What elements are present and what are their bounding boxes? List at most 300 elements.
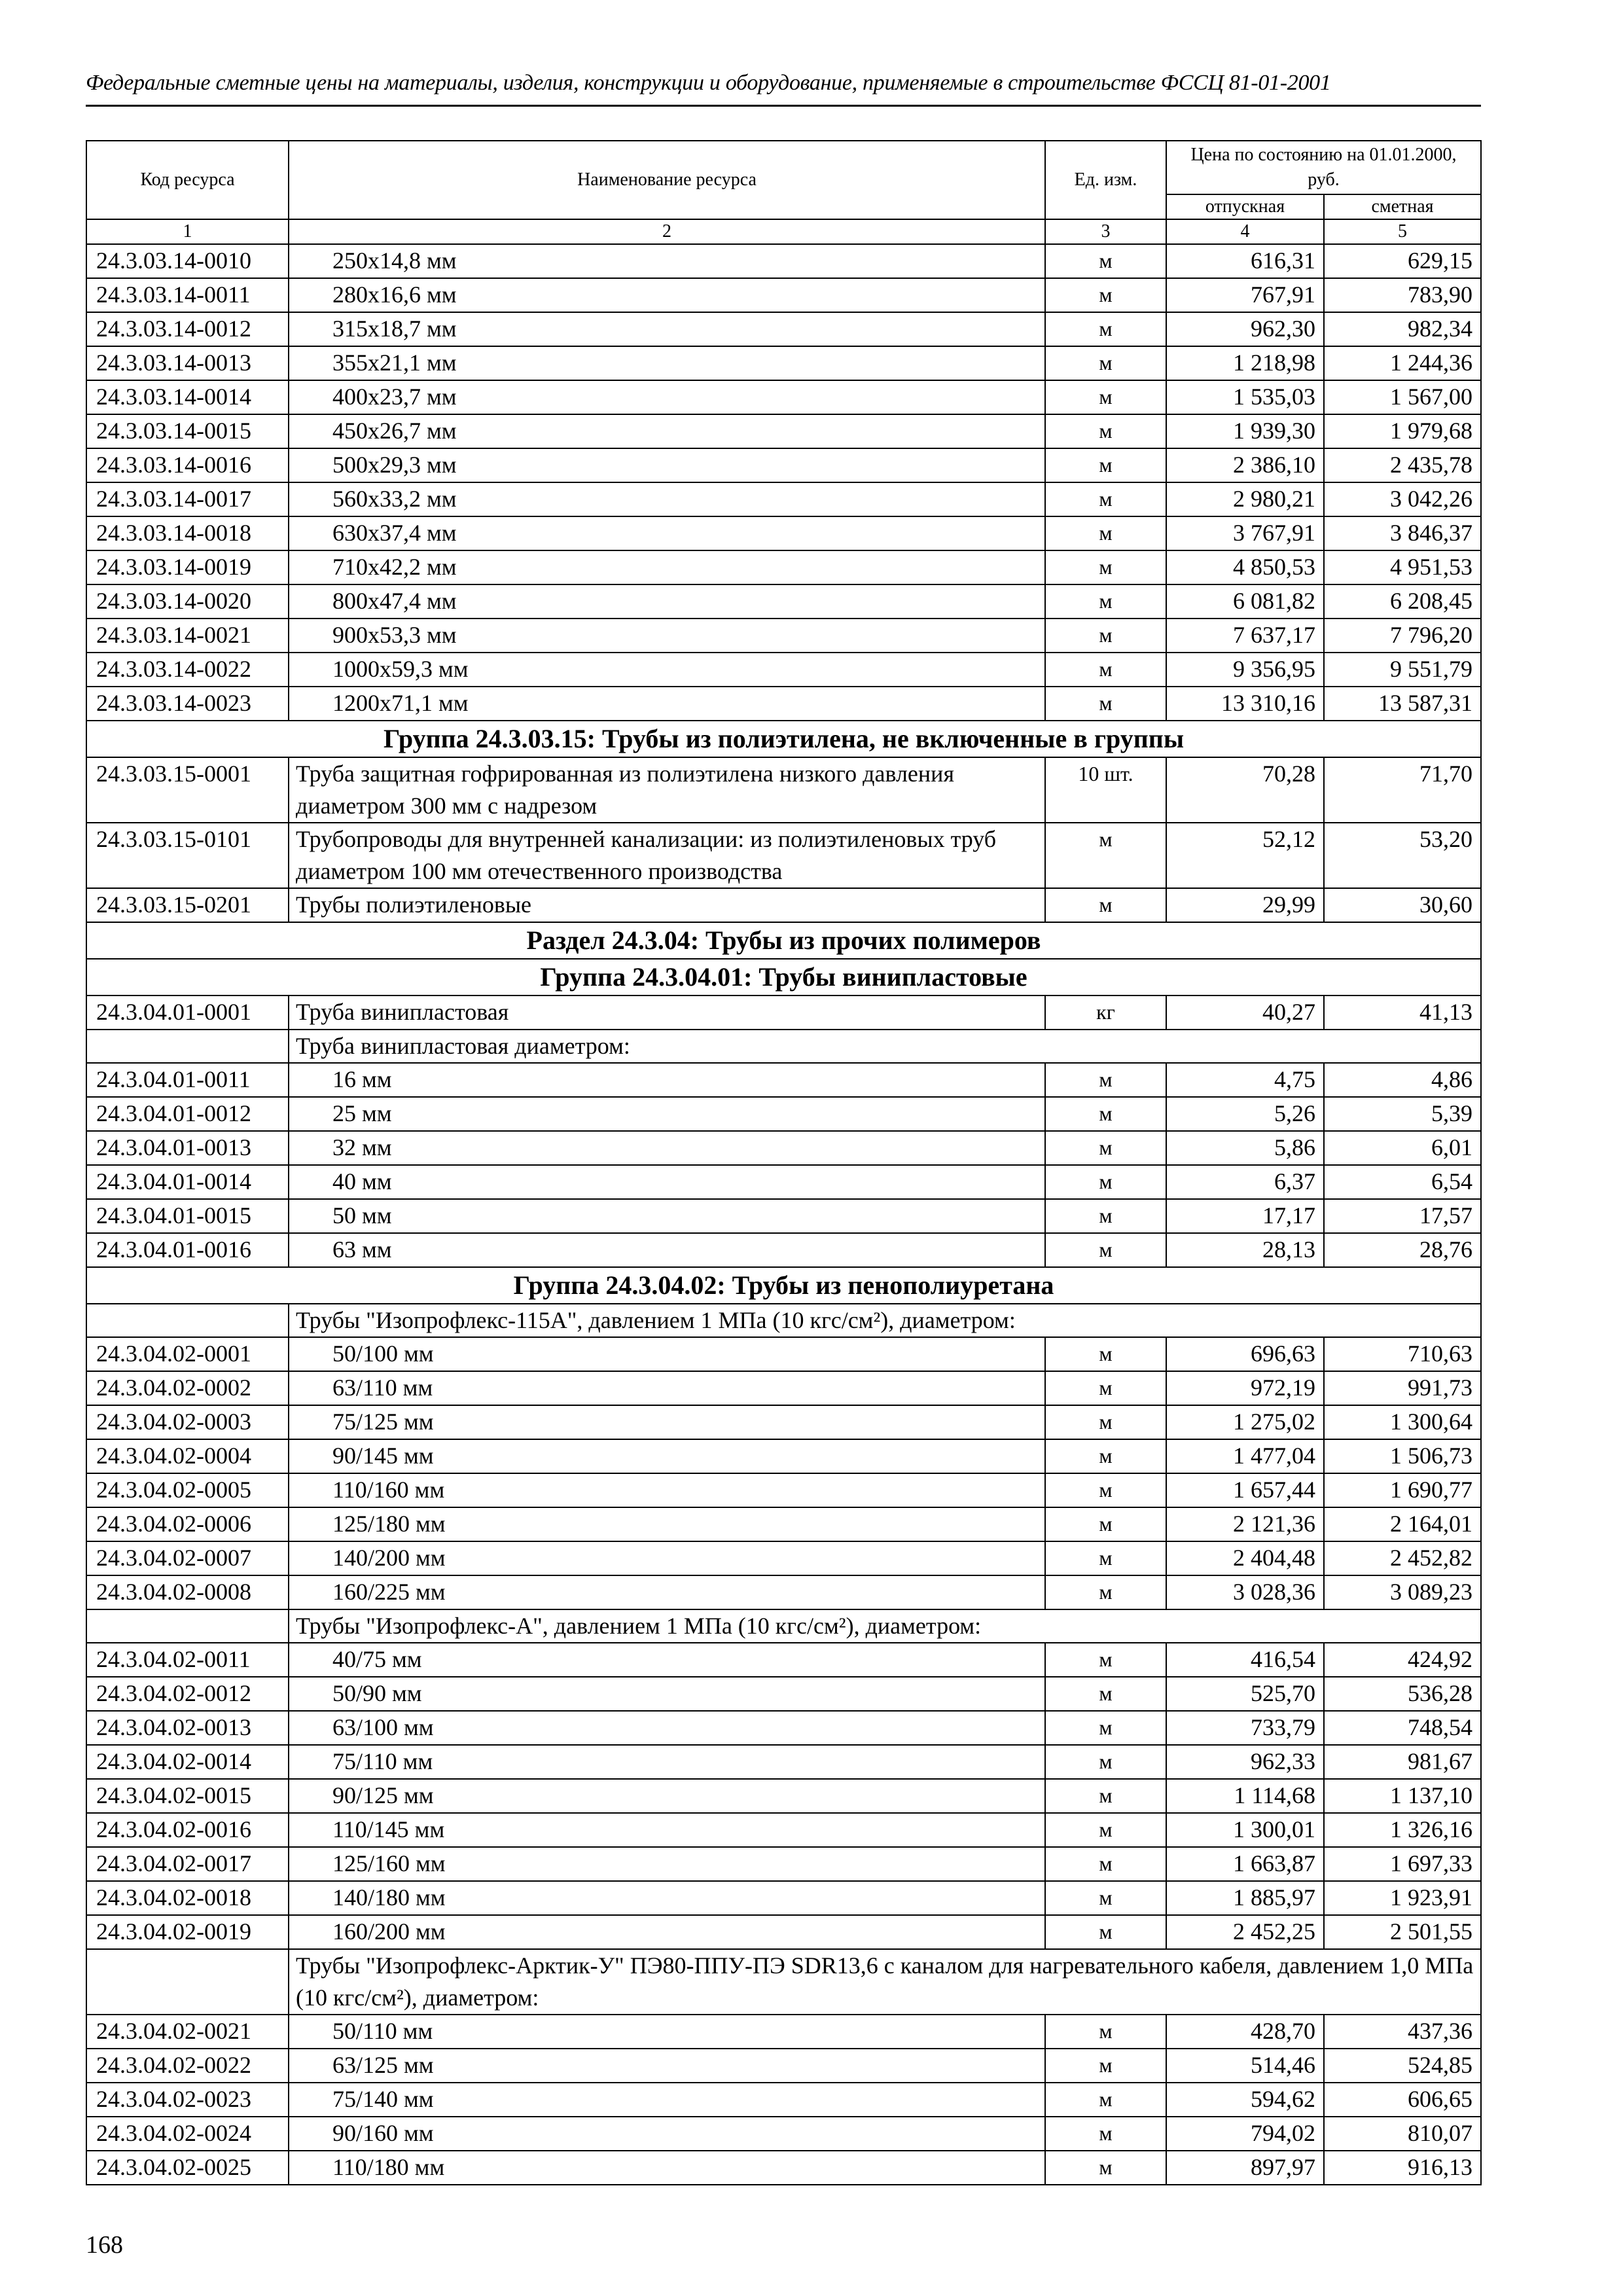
unit: м [1045,550,1166,584]
table-row [86,1097,1481,1131]
estimate-price: 6,54 [1324,1165,1481,1199]
table-row [86,278,1481,312]
estimate-price: 6 208,45 [1324,584,1481,619]
table-row [86,1371,1481,1405]
resource-name: 355x21,1 мм [289,346,1045,380]
resource-code: 24.3.04.02-0011 [86,1643,289,1677]
column-number: 2 [289,219,1045,244]
estimate-price: 4,86 [1324,1063,1481,1097]
resource-name: 125/160 мм [289,1847,1045,1881]
unit: м [1045,653,1166,687]
release-price: 1 275,02 [1166,1405,1324,1439]
release-price: 733,79 [1166,1711,1324,1745]
unit: м [1045,619,1166,653]
resource-name: 90/125 мм [289,1779,1045,1813]
resource-code: 24.3.04.01-0011 [86,1063,289,1097]
release-price: 1 218,98 [1166,346,1324,380]
unit: м [1045,1813,1166,1847]
unit: м [1045,448,1166,482]
resource-name: 280x16,6 мм [289,278,1045,312]
subheading-row [86,1030,1481,1063]
resource-code: 24.3.04.02-0001 [86,1337,289,1371]
unit: м [1045,1233,1166,1267]
release-price: 5,26 [1166,1097,1324,1131]
resource-name: 50/100 мм [289,1337,1045,1371]
resource-name: 32 мм [289,1131,1045,1165]
release-price: 5,86 [1166,1131,1324,1165]
unit: кг [1045,996,1166,1030]
resource-name: 500x29,3 мм [289,448,1045,482]
release-price: 1 477,04 [1166,1439,1324,1473]
unit: 10 шт. [1045,757,1166,823]
unit: м [1045,312,1166,346]
table-row [86,1881,1481,1915]
resource-name: 160/200 мм [289,1915,1045,1949]
release-price: 514,46 [1166,2049,1324,2083]
table-row [86,653,1481,687]
table-row [86,346,1481,380]
resource-name: 160/225 мм [289,1575,1045,1609]
table-row [86,448,1481,482]
unit: м [1045,2151,1166,2185]
unit: м [1045,346,1166,380]
subheading-row [86,1609,1481,1643]
resource-code: 24.3.03.14-0017 [86,482,289,516]
estimate-price: 17,57 [1324,1199,1481,1233]
resource-code: 24.3.03.14-0014 [86,380,289,414]
table-row [86,1131,1481,1165]
resource-code: 24.3.04.02-0016 [86,1813,289,1847]
resource-name: 800x47,4 мм [289,584,1045,619]
release-price: 794,02 [1166,2117,1324,2151]
empty-code-cell [86,1304,289,1337]
table-row [86,584,1481,619]
estimate-price: 1 697,33 [1324,1847,1481,1881]
resource-code: 24.3.04.02-0017 [86,1847,289,1881]
empty-code-cell [86,1949,289,2015]
table-row [86,996,1481,1030]
estimate-price: 1 326,16 [1324,1813,1481,1847]
estimate-price: 1 567,00 [1324,380,1481,414]
resource-code: 24.3.04.01-0012 [86,1097,289,1131]
release-price: 4,75 [1166,1063,1324,1097]
unit: м [1045,1541,1166,1575]
table-row [86,2151,1481,2185]
resource-code: 24.3.03.14-0023 [86,687,289,721]
estimate-price: 424,92 [1324,1643,1481,1677]
resource-name: 16 мм [289,1063,1045,1097]
unit: м [1045,2083,1166,2117]
group-heading-row [86,922,1481,959]
table-row [86,2117,1481,2151]
resource-code: 24.3.03.14-0020 [86,584,289,619]
estimate-price: 7 796,20 [1324,619,1481,653]
estimate-price: 2 501,55 [1324,1915,1481,1949]
table-row [86,414,1481,448]
estimate-price: 748,54 [1324,1711,1481,1745]
resource-name: 75/125 мм [289,1405,1045,1439]
resource-code: 24.3.04.02-0014 [86,1745,289,1779]
table-row [86,1711,1481,1745]
table-row [86,244,1481,278]
unit: м [1045,1745,1166,1779]
resource-name: 140/200 мм [289,1541,1045,1575]
release-price: 6 081,82 [1166,584,1324,619]
release-price: 972,19 [1166,1371,1324,1405]
resource-name: 250x14,8 мм [289,244,1045,278]
resource-code: 24.3.04.02-0013 [86,1711,289,1745]
unit: м [1045,2049,1166,2083]
estimate-price: 629,15 [1324,244,1481,278]
resource-code: 24.3.03.14-0016 [86,448,289,482]
table-body [86,244,1481,2185]
resource-name: 90/145 мм [289,1439,1045,1473]
release-price: 1 663,87 [1166,1847,1324,1881]
estimate-price: 13 587,31 [1324,687,1481,721]
resource-name: 710x42,2 мм [289,550,1045,584]
release-price: 28,13 [1166,1233,1324,1267]
resource-code: 24.3.03.15-0101 [86,823,289,888]
resource-code: 24.3.04.02-0002 [86,1371,289,1405]
release-price: 1 114,68 [1166,1779,1324,1813]
group-heading: Группа 24.3.03.15: Трубы из полиэтилена, не включенные в группы [86,721,1481,757]
release-price: 696,63 [1166,1337,1324,1371]
estimate-price: 606,65 [1324,2083,1481,2117]
subheading: Трубы "Изопрофлекс-Арктик-У" ПЭ80-ППУ-ПЭ SDR13,6 с каналом для нагревательного кабеля, давлением 1,0 МПа (10 кгс/см²), диаметром: [289,1949,1481,2015]
column-number: 5 [1324,219,1481,244]
group-heading: Группа 24.3.04.02: Трубы из пенополиуретана [86,1267,1481,1304]
estimate-price: 1 137,10 [1324,1779,1481,1813]
resource-name: 25 мм [289,1097,1045,1131]
release-price: 616,31 [1166,244,1324,278]
estimate-price: 1 979,68 [1324,414,1481,448]
group-heading-row [86,721,1481,757]
price-table [86,140,1482,2185]
estimate-price: 28,76 [1324,1233,1481,1267]
table-row [86,757,1481,823]
resource-name: 50/90 мм [289,1677,1045,1711]
unit: м [1045,1405,1166,1439]
resource-code: 24.3.04.02-0021 [86,2015,289,2049]
release-price: 40,27 [1166,996,1324,1030]
estimate-price: 30,60 [1324,888,1481,922]
group-heading: Раздел 24.3.04: Трубы из прочих полимеров [86,922,1481,959]
empty-code-cell [86,1030,289,1063]
table-row [86,1199,1481,1233]
header-price-group: Цена по состоянию на 01.01.2000, руб. [1166,141,1481,194]
resource-name: 1000x59,3 мм [289,653,1045,687]
estimate-price: 41,13 [1324,996,1481,1030]
release-price: 2 452,25 [1166,1915,1324,1949]
resource-code: 24.3.04.02-0015 [86,1779,289,1813]
resource-name: 63/110 мм [289,1371,1045,1405]
column-number: 1 [86,219,289,244]
unit: м [1045,1643,1166,1677]
release-price: 594,62 [1166,2083,1324,2117]
table-row [86,1337,1481,1371]
unit: м [1045,278,1166,312]
column-number: 3 [1045,219,1166,244]
resource-name: 40/75 мм [289,1643,1045,1677]
estimate-price: 53,20 [1324,823,1481,888]
group-heading: Группа 24.3.04.01: Трубы винипластовые [86,959,1481,996]
resource-code: 24.3.04.02-0023 [86,2083,289,2117]
column-number: 4 [1166,219,1324,244]
estimate-price: 524,85 [1324,2049,1481,2083]
table-row [86,1779,1481,1813]
resource-code: 24.3.04.02-0007 [86,1541,289,1575]
release-price: 1 657,44 [1166,1473,1324,1507]
unit: м [1045,823,1166,888]
resource-code: 24.3.04.02-0012 [86,1677,289,1711]
resource-name: 110/145 мм [289,1813,1045,1847]
header-code: Код ресурса [86,141,289,219]
resource-name: 75/140 мм [289,2083,1045,2117]
resource-name: 110/160 мм [289,1473,1045,1507]
unit: м [1045,1337,1166,1371]
subheading: Трубы "Изопрофлекс-А", давлением 1 МПа (10 кгс/см²), диаметром: [289,1609,1481,1643]
release-price: 17,17 [1166,1199,1324,1233]
release-price: 1 885,97 [1166,1881,1324,1915]
estimate-price: 3 089,23 [1324,1575,1481,1609]
resource-name: 450x26,7 мм [289,414,1045,448]
table-row [86,1405,1481,1439]
unit: м [1045,2117,1166,2151]
resource-code: 24.3.04.02-0022 [86,2049,289,2083]
table-row [86,1063,1481,1097]
resource-code: 24.3.04.02-0005 [86,1473,289,1507]
estimate-price: 981,67 [1324,1745,1481,1779]
subheading-row [86,1949,1481,2015]
resource-name: 630x37,4 мм [289,516,1045,550]
unit: м [1045,1779,1166,1813]
release-price: 1 300,01 [1166,1813,1324,1847]
resource-code: 24.3.04.02-0024 [86,2117,289,2151]
unit: м [1045,1131,1166,1165]
estimate-price: 1 244,36 [1324,346,1481,380]
unit: м [1045,1915,1166,1949]
resource-code: 24.3.03.14-0015 [86,414,289,448]
table-row [86,687,1481,721]
resource-code: 24.3.03.14-0018 [86,516,289,550]
table-row [86,550,1481,584]
release-price: 2 404,48 [1166,1541,1324,1575]
resource-code: 24.3.03.14-0019 [86,550,289,584]
unit: м [1045,1473,1166,1507]
resource-code: 24.3.04.02-0008 [86,1575,289,1609]
release-price: 897,97 [1166,2151,1324,2185]
empty-code-cell [86,1609,289,1643]
resource-code: 24.3.03.14-0012 [86,312,289,346]
release-price: 767,91 [1166,278,1324,312]
estimate-price: 6,01 [1324,1131,1481,1165]
release-price: 2 980,21 [1166,482,1324,516]
release-price: 6,37 [1166,1165,1324,1199]
estimate-price: 1 506,73 [1324,1439,1481,1473]
estimate-price: 916,13 [1324,2151,1481,2185]
resource-code: 24.3.04.02-0006 [86,1507,289,1541]
table-row [86,888,1481,922]
unit: м [1045,1677,1166,1711]
resource-name: 560x33,2 мм [289,482,1045,516]
resource-name: Трубопроводы для внутренней канализации: из полиэтиленовых труб диаметром 100 мм отечественного производства [289,823,1045,888]
unit: м [1045,1063,1166,1097]
estimate-price: 71,70 [1324,757,1481,823]
unit: м [1045,1439,1166,1473]
release-price: 70,28 [1166,757,1324,823]
table-row [86,1847,1481,1881]
resource-code: 24.3.03.14-0010 [86,244,289,278]
unit: м [1045,1881,1166,1915]
header-rule [86,105,1481,107]
table-row [86,1507,1481,1541]
table-row [86,482,1481,516]
running-head: Федеральные сметные цены на материалы, изделия, конструкции и оборудование, применяемые в строительстве ФССЦ 81-01-2001 [86,71,1331,95]
resource-code: 24.3.04.02-0003 [86,1405,289,1439]
unit: м [1045,1097,1166,1131]
estimate-price: 1 923,91 [1324,1881,1481,1915]
resource-code: 24.3.03.14-0022 [86,653,289,687]
estimate-price: 2 164,01 [1324,1507,1481,1541]
release-price: 428,70 [1166,2015,1324,2049]
estimate-price: 9 551,79 [1324,653,1481,687]
resource-code: 24.3.03.15-0201 [86,888,289,922]
resource-name: 125/180 мм [289,1507,1045,1541]
release-price: 1 535,03 [1166,380,1324,414]
header-estimate-price: сметная [1324,194,1481,219]
table-row [86,2083,1481,2117]
resource-code: 24.3.04.02-0004 [86,1439,289,1473]
resource-code: 24.3.04.02-0018 [86,1881,289,1915]
release-price: 2 386,10 [1166,448,1324,482]
estimate-price: 5,39 [1324,1097,1481,1131]
resource-code: 24.3.03.14-0021 [86,619,289,653]
table-row [86,1541,1481,1575]
resource-name: 50/110 мм [289,2015,1045,2049]
group-heading-row [86,959,1481,996]
release-price: 13 310,16 [1166,687,1324,721]
subheading: Трубы "Изопрофлекс-115А", давлением 1 МПа (10 кгс/см²), диаметром: [289,1304,1481,1337]
estimate-price: 991,73 [1324,1371,1481,1405]
resource-name: 315x18,7 мм [289,312,1045,346]
resource-name: 50 мм [289,1199,1045,1233]
unit: м [1045,1165,1166,1199]
estimate-price: 2 435,78 [1324,448,1481,482]
resource-code: 24.3.04.01-0015 [86,1199,289,1233]
estimate-price: 2 452,82 [1324,1541,1481,1575]
estimate-price: 3 846,37 [1324,516,1481,550]
release-price: 2 121,36 [1166,1507,1324,1541]
estimate-price: 1 300,64 [1324,1405,1481,1439]
estimate-price: 1 690,77 [1324,1473,1481,1507]
release-price: 962,33 [1166,1745,1324,1779]
resource-name: 40 мм [289,1165,1045,1199]
resource-code: 24.3.03.14-0013 [86,346,289,380]
resource-code: 24.3.03.15-0001 [86,757,289,823]
resource-name: Труба защитная гофрированная из полиэтилена низкого давления диаметром 300 мм с надрезом [289,757,1045,823]
page-number: 168 [86,2231,123,2259]
table-row [86,380,1481,414]
subheading-row [86,1304,1481,1337]
resource-code: 24.3.04.01-0001 [86,996,289,1030]
table-row [86,1439,1481,1473]
table-row [86,1165,1481,1199]
unit: м [1045,1199,1166,1233]
resource-name: Труба винипластовая [289,996,1045,1030]
table-row [86,1575,1481,1609]
resource-name: 140/180 мм [289,1881,1045,1915]
estimate-price: 3 042,26 [1324,482,1481,516]
resource-name: 90/160 мм [289,2117,1045,2151]
release-price: 525,70 [1166,1677,1324,1711]
estimate-price: 536,28 [1324,1677,1481,1711]
group-heading-row [86,1267,1481,1304]
header-unit: Ед. изм. [1045,141,1166,219]
table-row [86,1643,1481,1677]
resource-name: 63 мм [289,1233,1045,1267]
table-row [86,1813,1481,1847]
table-row [86,823,1481,888]
release-price: 29,99 [1166,888,1324,922]
table-row [86,2049,1481,2083]
resource-name: Трубы полиэтиленовые [289,888,1045,922]
resource-name: 900x53,3 мм [289,619,1045,653]
resource-name: 400x23,7 мм [289,380,1045,414]
estimate-price: 4 951,53 [1324,550,1481,584]
unit: м [1045,1507,1166,1541]
resource-code: 24.3.04.02-0025 [86,2151,289,2185]
estimate-price: 982,34 [1324,312,1481,346]
release-price: 3 767,91 [1166,516,1324,550]
unit: м [1045,244,1166,278]
release-price: 962,30 [1166,312,1324,346]
resource-code: 24.3.04.01-0013 [86,1131,289,1165]
table-row [86,1745,1481,1779]
resource-code: 24.3.04.01-0016 [86,1233,289,1267]
release-price: 4 850,53 [1166,550,1324,584]
unit: м [1045,1711,1166,1745]
release-price: 52,12 [1166,823,1324,888]
release-price: 7 637,17 [1166,619,1324,653]
subheading: Труба винипластовая диаметром: [289,1030,1481,1063]
unit: м [1045,2015,1166,2049]
release-price: 1 939,30 [1166,414,1324,448]
unit: м [1045,482,1166,516]
unit: м [1045,380,1166,414]
resource-name: 63/100 мм [289,1711,1045,1745]
unit: м [1045,414,1166,448]
resource-name: 63/125 мм [289,2049,1045,2083]
unit: м [1045,687,1166,721]
resource-name: 110/180 мм [289,2151,1045,2185]
resource-code: 24.3.04.01-0014 [86,1165,289,1199]
release-price: 9 356,95 [1166,653,1324,687]
table-row [86,1677,1481,1711]
unit: м [1045,584,1166,619]
table-row [86,1473,1481,1507]
release-price: 3 028,36 [1166,1575,1324,1609]
unit: м [1045,1847,1166,1881]
table-row [86,312,1481,346]
estimate-price: 437,36 [1324,2015,1481,2049]
resource-code: 24.3.04.02-0019 [86,1915,289,1949]
table-row [86,1915,1481,1949]
unit: м [1045,1575,1166,1609]
table-row [86,516,1481,550]
release-price: 416,54 [1166,1643,1324,1677]
resource-code: 24.3.03.14-0011 [86,278,289,312]
resource-name: 1200x71,1 мм [289,687,1045,721]
